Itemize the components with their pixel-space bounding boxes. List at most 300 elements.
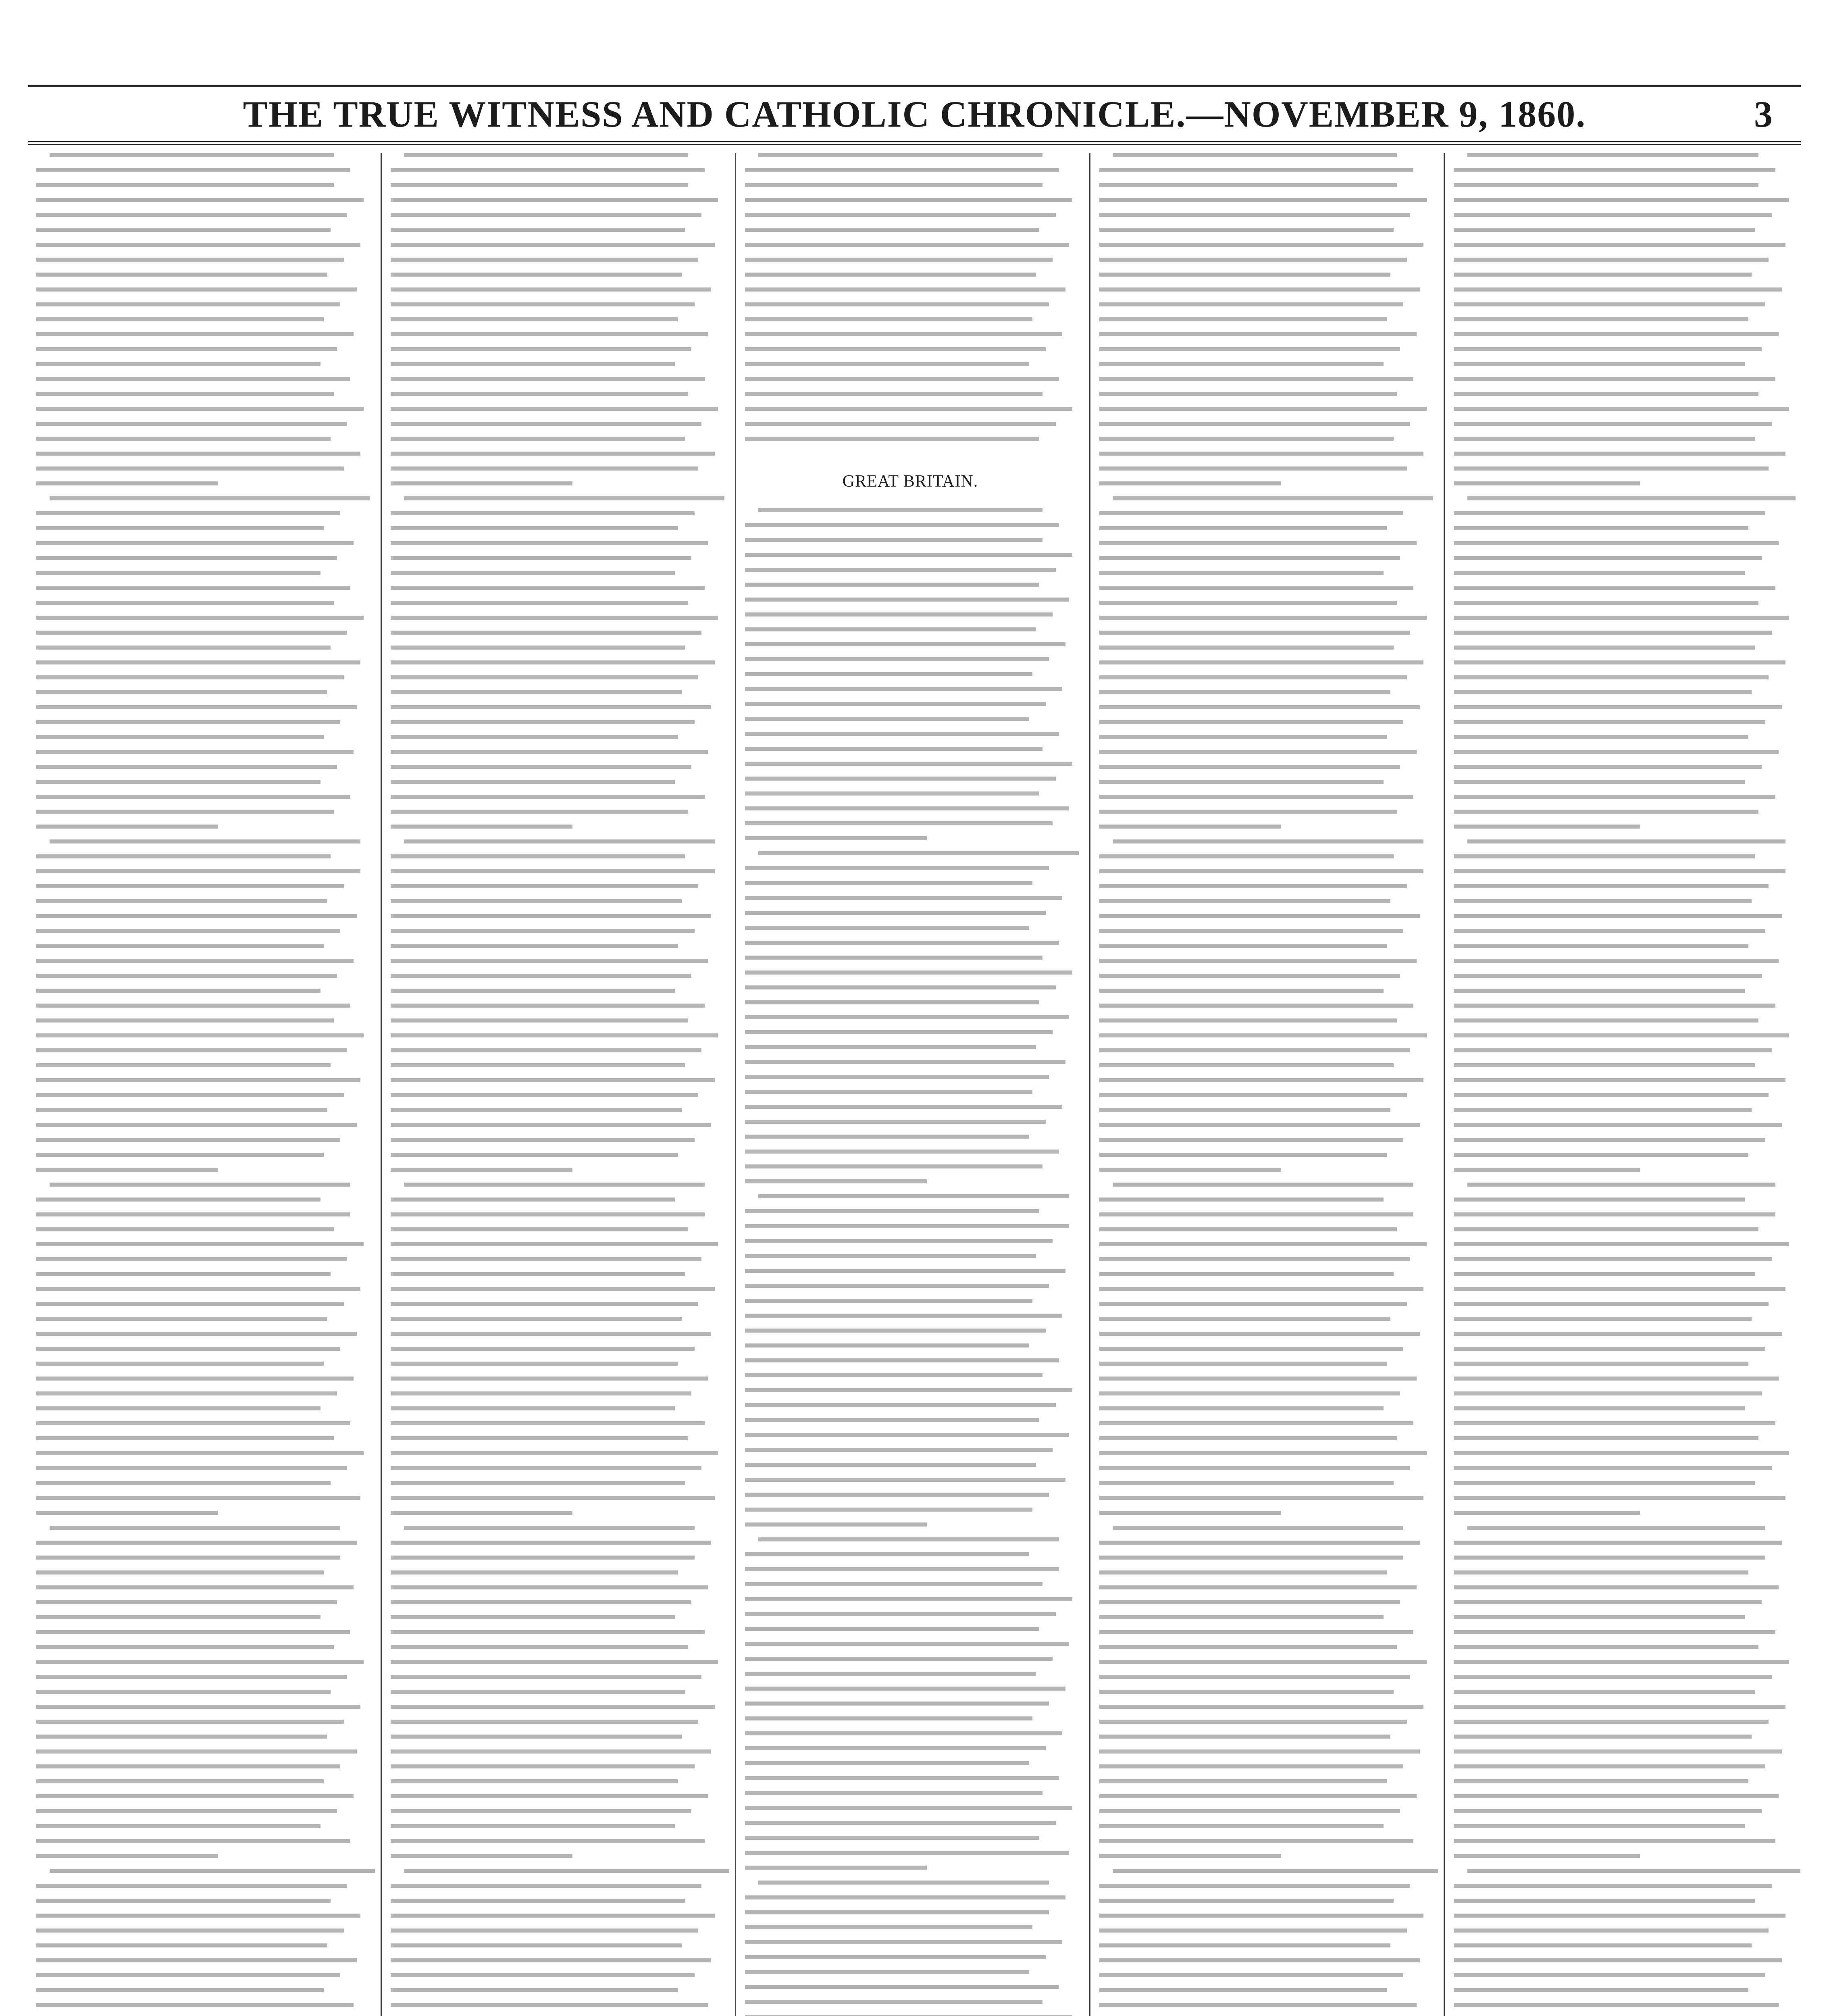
text-line xyxy=(745,941,1059,945)
text-line xyxy=(1454,481,1640,485)
text-line xyxy=(36,422,347,426)
text-line xyxy=(1454,183,1758,187)
text-line xyxy=(1099,1600,1400,1604)
text-line xyxy=(745,523,1059,527)
text-line xyxy=(36,452,360,456)
text-line xyxy=(50,153,334,157)
text-line xyxy=(36,571,320,575)
text-line xyxy=(36,1839,350,1843)
text-line xyxy=(391,1198,675,1202)
text-line xyxy=(1454,1720,1769,1724)
text-line xyxy=(758,851,1079,855)
text-line xyxy=(1099,1451,1427,1455)
text-line xyxy=(36,750,354,754)
text-line xyxy=(36,825,218,829)
text-line xyxy=(391,1033,718,1037)
text-line xyxy=(36,795,350,799)
text-line xyxy=(1454,1914,1785,1918)
text-line xyxy=(745,971,1072,975)
text-line xyxy=(1454,1824,1745,1828)
text-line xyxy=(391,198,718,202)
text-line xyxy=(1454,1988,1748,1992)
text-line xyxy=(391,183,688,187)
text-line xyxy=(36,1377,354,1381)
text-line xyxy=(745,1791,1042,1795)
text-line xyxy=(1099,1630,1413,1634)
text-line xyxy=(745,926,1029,930)
text-line xyxy=(391,377,705,381)
text-line xyxy=(36,213,347,217)
text-line xyxy=(1454,810,1758,814)
text-line xyxy=(36,273,327,277)
text-line xyxy=(36,183,334,187)
text-line xyxy=(745,377,1059,381)
text-line xyxy=(391,690,682,694)
text-line xyxy=(36,1541,357,1545)
text-line xyxy=(1454,1332,1782,1336)
text-line xyxy=(391,1481,685,1485)
text-line xyxy=(1099,780,1384,784)
text-line xyxy=(1099,616,1427,620)
text-line xyxy=(1454,1317,1752,1321)
text-line xyxy=(745,1612,1056,1616)
text-line xyxy=(36,347,337,351)
text-line xyxy=(1454,690,1752,694)
text-line xyxy=(1099,556,1400,560)
text-line xyxy=(1099,467,1407,471)
text-line xyxy=(391,243,715,247)
text-line xyxy=(391,616,718,620)
text-line xyxy=(1099,1839,1413,1843)
text-line xyxy=(50,1526,341,1530)
text-line xyxy=(391,317,678,321)
text-line xyxy=(1454,1884,1772,1888)
text-line xyxy=(745,732,1059,736)
text-line xyxy=(1454,1929,1769,1933)
column-rule xyxy=(735,153,736,2016)
text-line xyxy=(391,1004,705,1008)
text-line xyxy=(745,1135,1029,1139)
text-line xyxy=(1454,1391,1762,1395)
text-line xyxy=(745,1269,1065,1273)
text-line xyxy=(745,243,1069,247)
text-line xyxy=(36,302,340,306)
text-line xyxy=(1454,407,1789,411)
text-line xyxy=(1099,1093,1407,1097)
text-line xyxy=(36,1600,337,1604)
text-line xyxy=(50,1869,375,1873)
text-line xyxy=(1454,1138,1765,1142)
text-line xyxy=(1099,258,1407,262)
text-line xyxy=(36,1004,350,1008)
text-line xyxy=(745,1209,1039,1213)
text-line xyxy=(1454,1377,1779,1381)
text-line xyxy=(36,944,324,948)
text-line xyxy=(36,1824,320,1828)
text-line xyxy=(36,362,320,366)
text-line xyxy=(1454,959,1779,963)
text-line xyxy=(1099,1809,1400,1813)
text-line xyxy=(391,1048,701,1052)
text-line xyxy=(1454,660,1785,664)
text-line xyxy=(36,1929,344,1933)
text-line xyxy=(745,1224,1069,1228)
text-line xyxy=(1454,1839,1775,1843)
text-line xyxy=(391,720,695,724)
text-line xyxy=(404,839,715,843)
text-line xyxy=(1099,317,1387,321)
text-line xyxy=(1454,1153,1748,1157)
text-line xyxy=(1454,556,1762,560)
text-line xyxy=(404,1869,729,1873)
text-line xyxy=(745,1418,1039,1422)
text-line xyxy=(1454,735,1748,739)
text-line xyxy=(1113,153,1397,157)
text-line xyxy=(758,1194,1069,1198)
text-line xyxy=(1454,1854,1640,1858)
text-line xyxy=(1454,332,1779,336)
text-line xyxy=(36,1406,320,1410)
text-line xyxy=(745,702,1046,706)
text-line xyxy=(1099,1556,1403,1560)
text-line xyxy=(36,914,357,918)
text-line xyxy=(1454,1212,1775,1216)
text-line xyxy=(1454,1585,1779,1589)
text-line xyxy=(1454,1362,1748,1366)
text-line xyxy=(36,899,327,903)
text-line xyxy=(1099,1764,1403,1768)
text-line xyxy=(36,1302,344,1306)
text-line xyxy=(1099,869,1423,873)
text-line xyxy=(36,810,334,814)
text-line xyxy=(1454,601,1758,605)
text-line xyxy=(1454,750,1779,754)
text-line xyxy=(391,1839,705,1843)
column-4 xyxy=(1091,153,1438,2016)
text-line xyxy=(745,1343,1029,1347)
text-line xyxy=(758,153,1042,157)
text-line xyxy=(745,1508,1032,1512)
text-line xyxy=(36,631,347,635)
text-line xyxy=(36,1794,354,1798)
text-line xyxy=(1099,287,1420,292)
text-line xyxy=(1454,1466,1772,1470)
text-line xyxy=(36,377,350,381)
text-line xyxy=(1099,1406,1384,1410)
text-line xyxy=(391,675,698,679)
text-line xyxy=(36,287,357,292)
text-line xyxy=(36,780,320,784)
text-line xyxy=(745,1075,1049,1079)
text-line xyxy=(391,1466,701,1470)
text-line xyxy=(1099,1973,1403,1977)
text-line xyxy=(391,1153,678,1157)
text-line xyxy=(1099,1004,1413,1008)
article-text-block xyxy=(1099,153,1430,2016)
text-line xyxy=(36,959,354,963)
text-line xyxy=(391,1362,678,1366)
text-line xyxy=(1099,989,1384,993)
text-line xyxy=(745,1761,1029,1765)
text-line xyxy=(1454,825,1640,829)
text-line xyxy=(745,1358,1059,1362)
text-line xyxy=(745,1090,1032,1094)
text-line xyxy=(391,1645,688,1649)
text-line xyxy=(50,839,360,843)
text-line xyxy=(1454,1078,1785,1082)
text-line xyxy=(1467,1183,1775,1187)
text-line xyxy=(745,1299,1032,1303)
text-line xyxy=(36,1958,357,1962)
text-line xyxy=(36,854,331,858)
text-line xyxy=(391,959,708,963)
text-line xyxy=(391,705,711,709)
text-line xyxy=(1454,1287,1785,1291)
text-line xyxy=(745,1164,1042,1168)
text-line xyxy=(745,956,1042,960)
text-line xyxy=(391,1943,682,1947)
text-line xyxy=(745,1105,1062,1109)
text-line xyxy=(745,598,1069,602)
masthead-bottom-rule xyxy=(28,141,1801,145)
text-line xyxy=(391,914,711,918)
text-line xyxy=(36,989,320,993)
text-line xyxy=(36,1063,331,1067)
text-line xyxy=(745,866,1049,870)
text-line xyxy=(1099,1391,1400,1395)
text-line xyxy=(745,612,1053,616)
text-line xyxy=(745,896,1062,900)
text-line xyxy=(36,616,364,620)
text-line xyxy=(1099,332,1417,336)
text-line xyxy=(745,1687,1065,1691)
text-line xyxy=(1099,929,1403,933)
text-line xyxy=(1454,198,1789,202)
text-line xyxy=(391,1809,691,1813)
text-line xyxy=(745,302,1049,306)
text-line xyxy=(745,1716,1032,1720)
text-line xyxy=(1099,1332,1420,1336)
text-line xyxy=(391,511,695,515)
text-line xyxy=(391,332,708,336)
text-line xyxy=(745,228,1039,232)
text-line xyxy=(1099,1123,1420,1127)
text-line xyxy=(391,631,701,635)
text-line xyxy=(745,1806,1072,1810)
text-line xyxy=(36,198,364,202)
text-line xyxy=(1454,914,1782,918)
text-line xyxy=(1099,1541,1420,1545)
text-line xyxy=(391,347,691,351)
text-line xyxy=(1099,586,1413,590)
text-line xyxy=(1454,899,1752,903)
article-text-block xyxy=(745,508,1076,2016)
text-line xyxy=(36,1257,347,1261)
text-line xyxy=(36,1556,340,1560)
text-line xyxy=(36,1899,331,1903)
text-line xyxy=(36,1660,364,1664)
text-line xyxy=(36,1287,360,1291)
text-line xyxy=(36,1018,334,1023)
text-line xyxy=(36,1212,350,1216)
text-line xyxy=(36,1227,334,1231)
text-line xyxy=(1454,302,1765,306)
text-line xyxy=(36,437,331,441)
masthead-top-rule xyxy=(28,85,1801,87)
text-line xyxy=(745,1642,1069,1646)
text-line xyxy=(1454,705,1782,709)
text-line xyxy=(1099,1212,1413,1216)
text-line xyxy=(1454,228,1755,232)
text-line xyxy=(36,1138,340,1142)
text-line xyxy=(1099,1063,1394,1067)
text-line xyxy=(1454,1481,1755,1485)
text-line xyxy=(1454,1645,1758,1649)
text-line xyxy=(391,1720,698,1724)
text-line xyxy=(745,1254,1036,1258)
text-line xyxy=(745,538,1042,542)
text-line xyxy=(1113,1183,1413,1187)
text-line xyxy=(1113,1869,1438,1873)
text-line xyxy=(745,1373,1042,1377)
text-line xyxy=(391,1899,685,1903)
text-line xyxy=(36,735,324,739)
text-line xyxy=(404,496,724,500)
text-line xyxy=(1099,1660,1427,1664)
text-line xyxy=(1099,944,1387,948)
text-line xyxy=(50,1183,350,1187)
text-line xyxy=(1099,735,1387,739)
text-line xyxy=(1099,1153,1387,1157)
text-line xyxy=(745,287,1065,292)
text-line xyxy=(1454,243,1785,247)
text-line xyxy=(1454,1123,1782,1127)
text-line xyxy=(1467,1869,1800,1873)
text-line xyxy=(36,1764,340,1768)
text-line xyxy=(1099,481,1281,485)
text-line xyxy=(391,1824,675,1828)
text-line xyxy=(404,1183,705,1187)
text-line xyxy=(1454,1302,1769,1306)
text-line xyxy=(745,1940,1062,1944)
text-line xyxy=(745,1731,1062,1735)
text-line xyxy=(1454,1496,1785,1500)
text-line xyxy=(36,467,344,471)
text-line xyxy=(1099,1108,1390,1112)
text-line xyxy=(36,1511,218,1515)
text-line xyxy=(391,1779,678,1783)
text-line xyxy=(745,642,1065,646)
text-line xyxy=(1099,1735,1390,1739)
text-line xyxy=(36,1884,347,1888)
text-line xyxy=(1454,1511,1640,1515)
text-line xyxy=(36,1153,324,1157)
text-line xyxy=(391,1421,705,1425)
text-line xyxy=(36,869,360,873)
text-line xyxy=(391,407,718,411)
text-line xyxy=(1454,1406,1745,1410)
text-line xyxy=(36,765,337,769)
text-line xyxy=(391,1511,572,1515)
text-line xyxy=(391,601,688,605)
text-line xyxy=(36,705,357,709)
text-line xyxy=(391,735,678,739)
text-line xyxy=(1099,1884,1410,1888)
text-line xyxy=(1454,675,1769,679)
text-line xyxy=(391,1630,705,1634)
text-line xyxy=(745,1493,1049,1497)
text-line xyxy=(1099,631,1410,635)
text-line xyxy=(391,1093,698,1097)
text-line xyxy=(1454,1048,1772,1052)
text-line xyxy=(36,1973,340,1977)
text-line xyxy=(745,1060,1065,1064)
text-line xyxy=(745,1776,1059,1780)
text-line xyxy=(391,825,572,829)
text-line xyxy=(391,526,678,530)
text-line xyxy=(391,302,695,306)
text-line xyxy=(391,1302,698,1306)
text-line xyxy=(1099,1287,1423,1291)
text-line xyxy=(36,2003,354,2007)
text-line xyxy=(391,1108,682,1112)
text-line xyxy=(745,553,1072,557)
text-line xyxy=(758,508,1042,512)
text-line xyxy=(391,1884,701,1888)
text-line xyxy=(391,1690,685,1694)
text-line xyxy=(745,422,1056,426)
text-line xyxy=(391,1018,688,1023)
text-line xyxy=(745,717,1029,721)
text-line xyxy=(745,1597,1072,1601)
text-line xyxy=(1454,765,1762,769)
text-line xyxy=(36,407,364,411)
text-line xyxy=(391,556,691,560)
text-line xyxy=(1113,1526,1404,1530)
text-line xyxy=(1454,1108,1752,1112)
text-line xyxy=(1454,1168,1640,1172)
text-line xyxy=(745,821,1053,825)
text-line xyxy=(391,586,705,590)
text-line xyxy=(391,1556,695,1560)
text-line xyxy=(391,1227,688,1231)
text-line xyxy=(1099,1421,1413,1425)
text-line xyxy=(745,1955,1046,1959)
text-line xyxy=(36,1914,360,1918)
text-line xyxy=(1454,1272,1755,1276)
text-line xyxy=(391,1705,715,1709)
text-line xyxy=(36,1362,324,1366)
text-line xyxy=(391,884,698,888)
text-line xyxy=(745,1403,1056,1407)
text-line xyxy=(1454,1615,1745,1619)
text-line xyxy=(36,1615,320,1619)
text-line xyxy=(745,1030,1053,1034)
text-line xyxy=(1099,407,1427,411)
text-line xyxy=(36,1481,331,1485)
text-line xyxy=(36,1585,354,1589)
text-line xyxy=(1099,660,1423,664)
text-line xyxy=(745,1970,1029,1974)
text-line xyxy=(1113,496,1433,500)
text-line xyxy=(1099,1749,1420,1754)
text-line xyxy=(1099,720,1403,724)
text-line xyxy=(1099,1138,1403,1142)
column-2 xyxy=(383,153,729,2016)
text-line xyxy=(1454,1004,1775,1008)
text-line xyxy=(745,1866,927,1870)
text-line xyxy=(391,1615,675,1619)
